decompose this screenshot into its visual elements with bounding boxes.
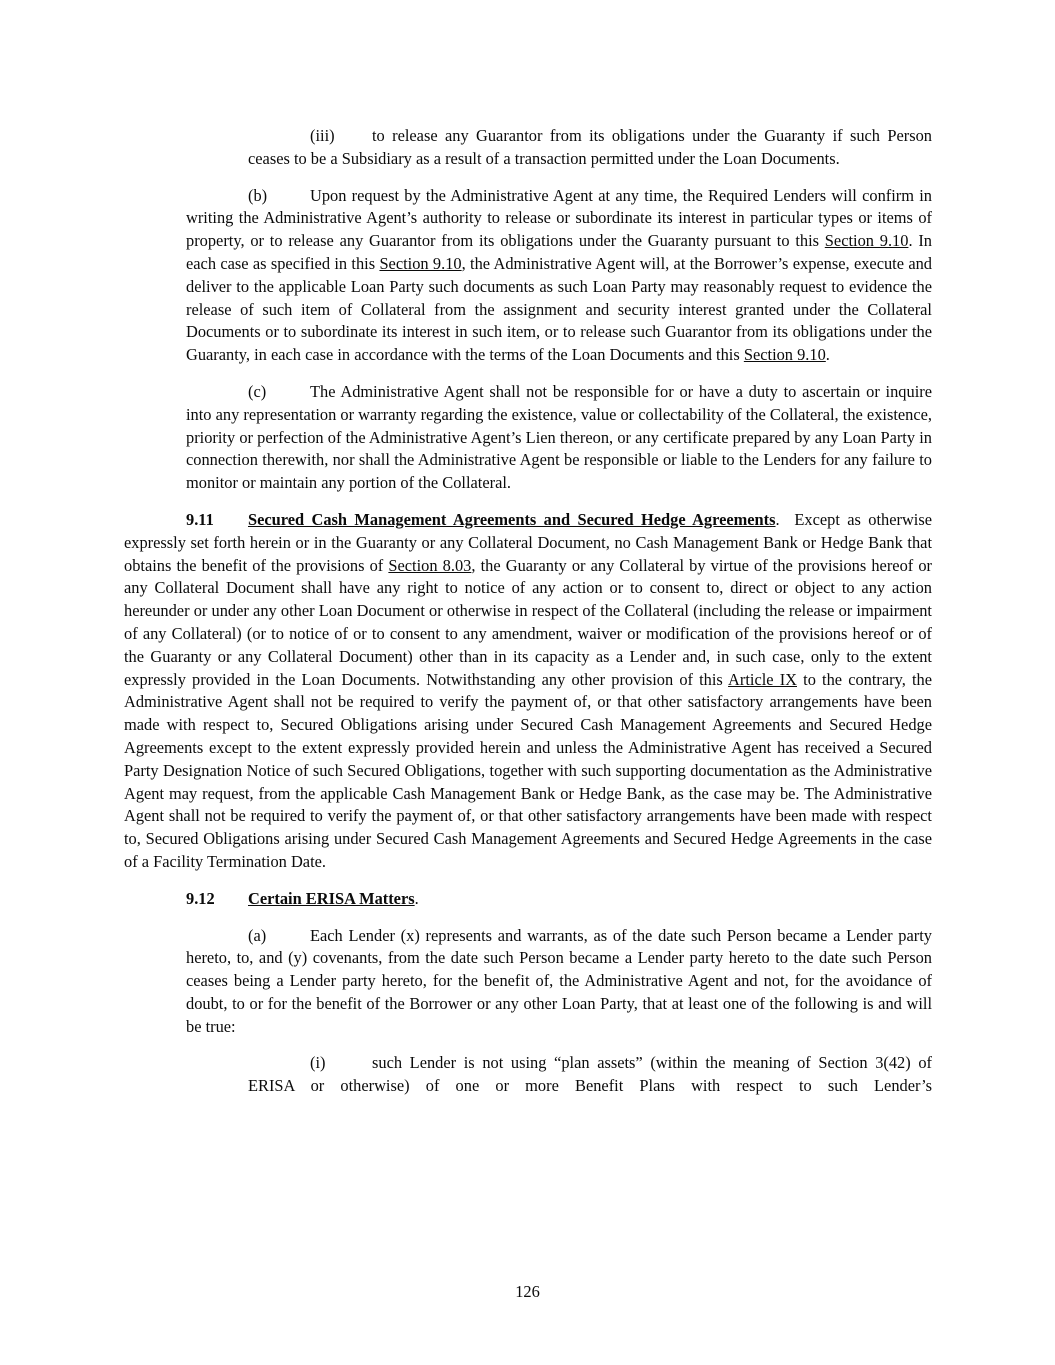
text-run: Section 9.10 bbox=[743, 345, 826, 365]
text-run: . Except as otherwise expressly set forth herein or in the Guaranty or any Collateral Document, no Cash Management Bank or Hedge Bank that obtains the benefit of the provisions of bbox=[124, 509, 932, 575]
paragraph-label: (iii) bbox=[310, 126, 335, 145]
document-body bbox=[124, 125, 932, 1112]
paragraph-label: (a) bbox=[248, 925, 267, 945]
text-run: Section 9.10 bbox=[824, 231, 909, 251]
text-run: The Administrative Agent shall not be responsible for or have a duty to ascertain or inquire into any representation or warranty regarding the existence, value or collectability of the Collateral, the existence, priority or perfection of the Administrative Agent’s Lien thereon, or any certificate prepared by any Loan Party in connection therewith, nor shall the Administrative Agent be responsible or liable to the Lenders for any failure to monitor or maintain any portion of the Collateral. bbox=[186, 381, 932, 493]
text-run: Section 8.03 bbox=[388, 555, 472, 575]
paragraph-a bbox=[186, 925, 932, 1039]
text-run: such Lender is not using “plan assets” (within the meaning of Section 3(42) of ERISA or otherwise) of one or more Benefit Plans with respect to such Lender’s bbox=[248, 1053, 932, 1096]
paragraph-label: 9.12 bbox=[186, 888, 215, 908]
paragraph-label: 9.11 bbox=[186, 509, 214, 529]
paragraph-i bbox=[248, 1052, 932, 1098]
paragraph-iii bbox=[248, 125, 932, 171]
text-run: to the contrary, the Administrative Agent shall not be required to verify the payment of, or that other satisfactory arrangements have been made with respect to, Secured Obligations arising under Secured Cash Management Agreements and Secured Hedge Agreements except to the extent expressly provided herein and unless the Administrative Agent has received a Secured Party Designation Notice of such Secured Obligations, together with such supporting documentation as the Administrative Agent may request, from the applicable Cash Management Bank or Hedge Bank, as the case may be. The Administrative Agent shall not be required to verify the payment of, or that other satisfactory arrangements have been made with respect to, Secured Obligations arising under Secured Cash Management Agreements and Secured Hedge Agreements in the case of a Facility Termination Date. bbox=[124, 669, 933, 871]
text-run: Upon request by the Administrative Agent at any time, the Required Lenders will confirm in writing the Administrative Agent’s authority to release or subordinate its interest in particular types or items of property, or to release any Guarantor from its obligations under the Guaranty pursuant to this bbox=[186, 185, 932, 251]
paragraph-label: (i) bbox=[310, 1053, 326, 1073]
text-run: to release any Guarantor from its obligations under the Guaranty if such Person ceases to be a Subsidiary as a result of a transaction permitted under the Loan Documents. bbox=[248, 126, 932, 168]
page-number: 126 bbox=[515, 1282, 540, 1301]
text-run: , the Guaranty or any Collateral by virtue of the provisions hereof or any Collateral Document shall have any right to notice of any action or to consent to, direct or object to any action hereunder or under any other Loan Document or otherwise in respect of the Collateral (including the release or impairment of any Collateral) (or to notice of or to consent to any amendment, waiver or modification of the provisions hereof or of the Guaranty or any Collateral Document) other than in its capacity as a Lender and, in such case, only to the extent expressly provided in the Loan Documents. Notwithstanding any other provision of this bbox=[124, 555, 932, 689]
section-9-11 bbox=[124, 509, 932, 874]
text-run: . bbox=[414, 888, 419, 908]
text-run: Article IX bbox=[728, 669, 797, 689]
paragraph-label: (c) bbox=[248, 381, 267, 401]
text-run: . In each case as specified in this bbox=[186, 231, 932, 273]
text-run: , the Administrative Agent will, at the Borrower’s expense, execute and deliver to the applicable Loan Party such documents as such Loan Party may reasonably request to evidence the release of such item of Collateral from the assignment and security interest granted under the Collateral Documents or to subordinate its interest in such item, or to release such Guarantor from its obligations under the Guaranty, in each case in accordance with the terms of the Loan Documents and this bbox=[186, 253, 932, 365]
paragraph-b bbox=[186, 185, 932, 367]
text-run: Secured Cash Management Agreements and Secured Hedge Agreements bbox=[248, 509, 776, 529]
paragraph-label: (b) bbox=[248, 185, 268, 205]
paragraph-c bbox=[186, 381, 932, 495]
section-9-12 bbox=[124, 888, 932, 911]
text-run: Each Lender (x) represents and warrants, as of the date such Person became a Lender party hereto, to, and (y) covenants, from the date such Person became a Lender party hereto to the date such Person ceases being a Lender party hereto, for the benefit of, the Administrative Agent and not, for the avoidance of doubt, to or for the benefit of the Borrower or any other Loan Party, that at least one of the following is and will be true: bbox=[186, 925, 932, 1036]
text-run: Certain ERISA Matters bbox=[248, 888, 415, 908]
text-run: . bbox=[825, 345, 830, 365]
text-run: Section 9.10 bbox=[379, 253, 462, 273]
